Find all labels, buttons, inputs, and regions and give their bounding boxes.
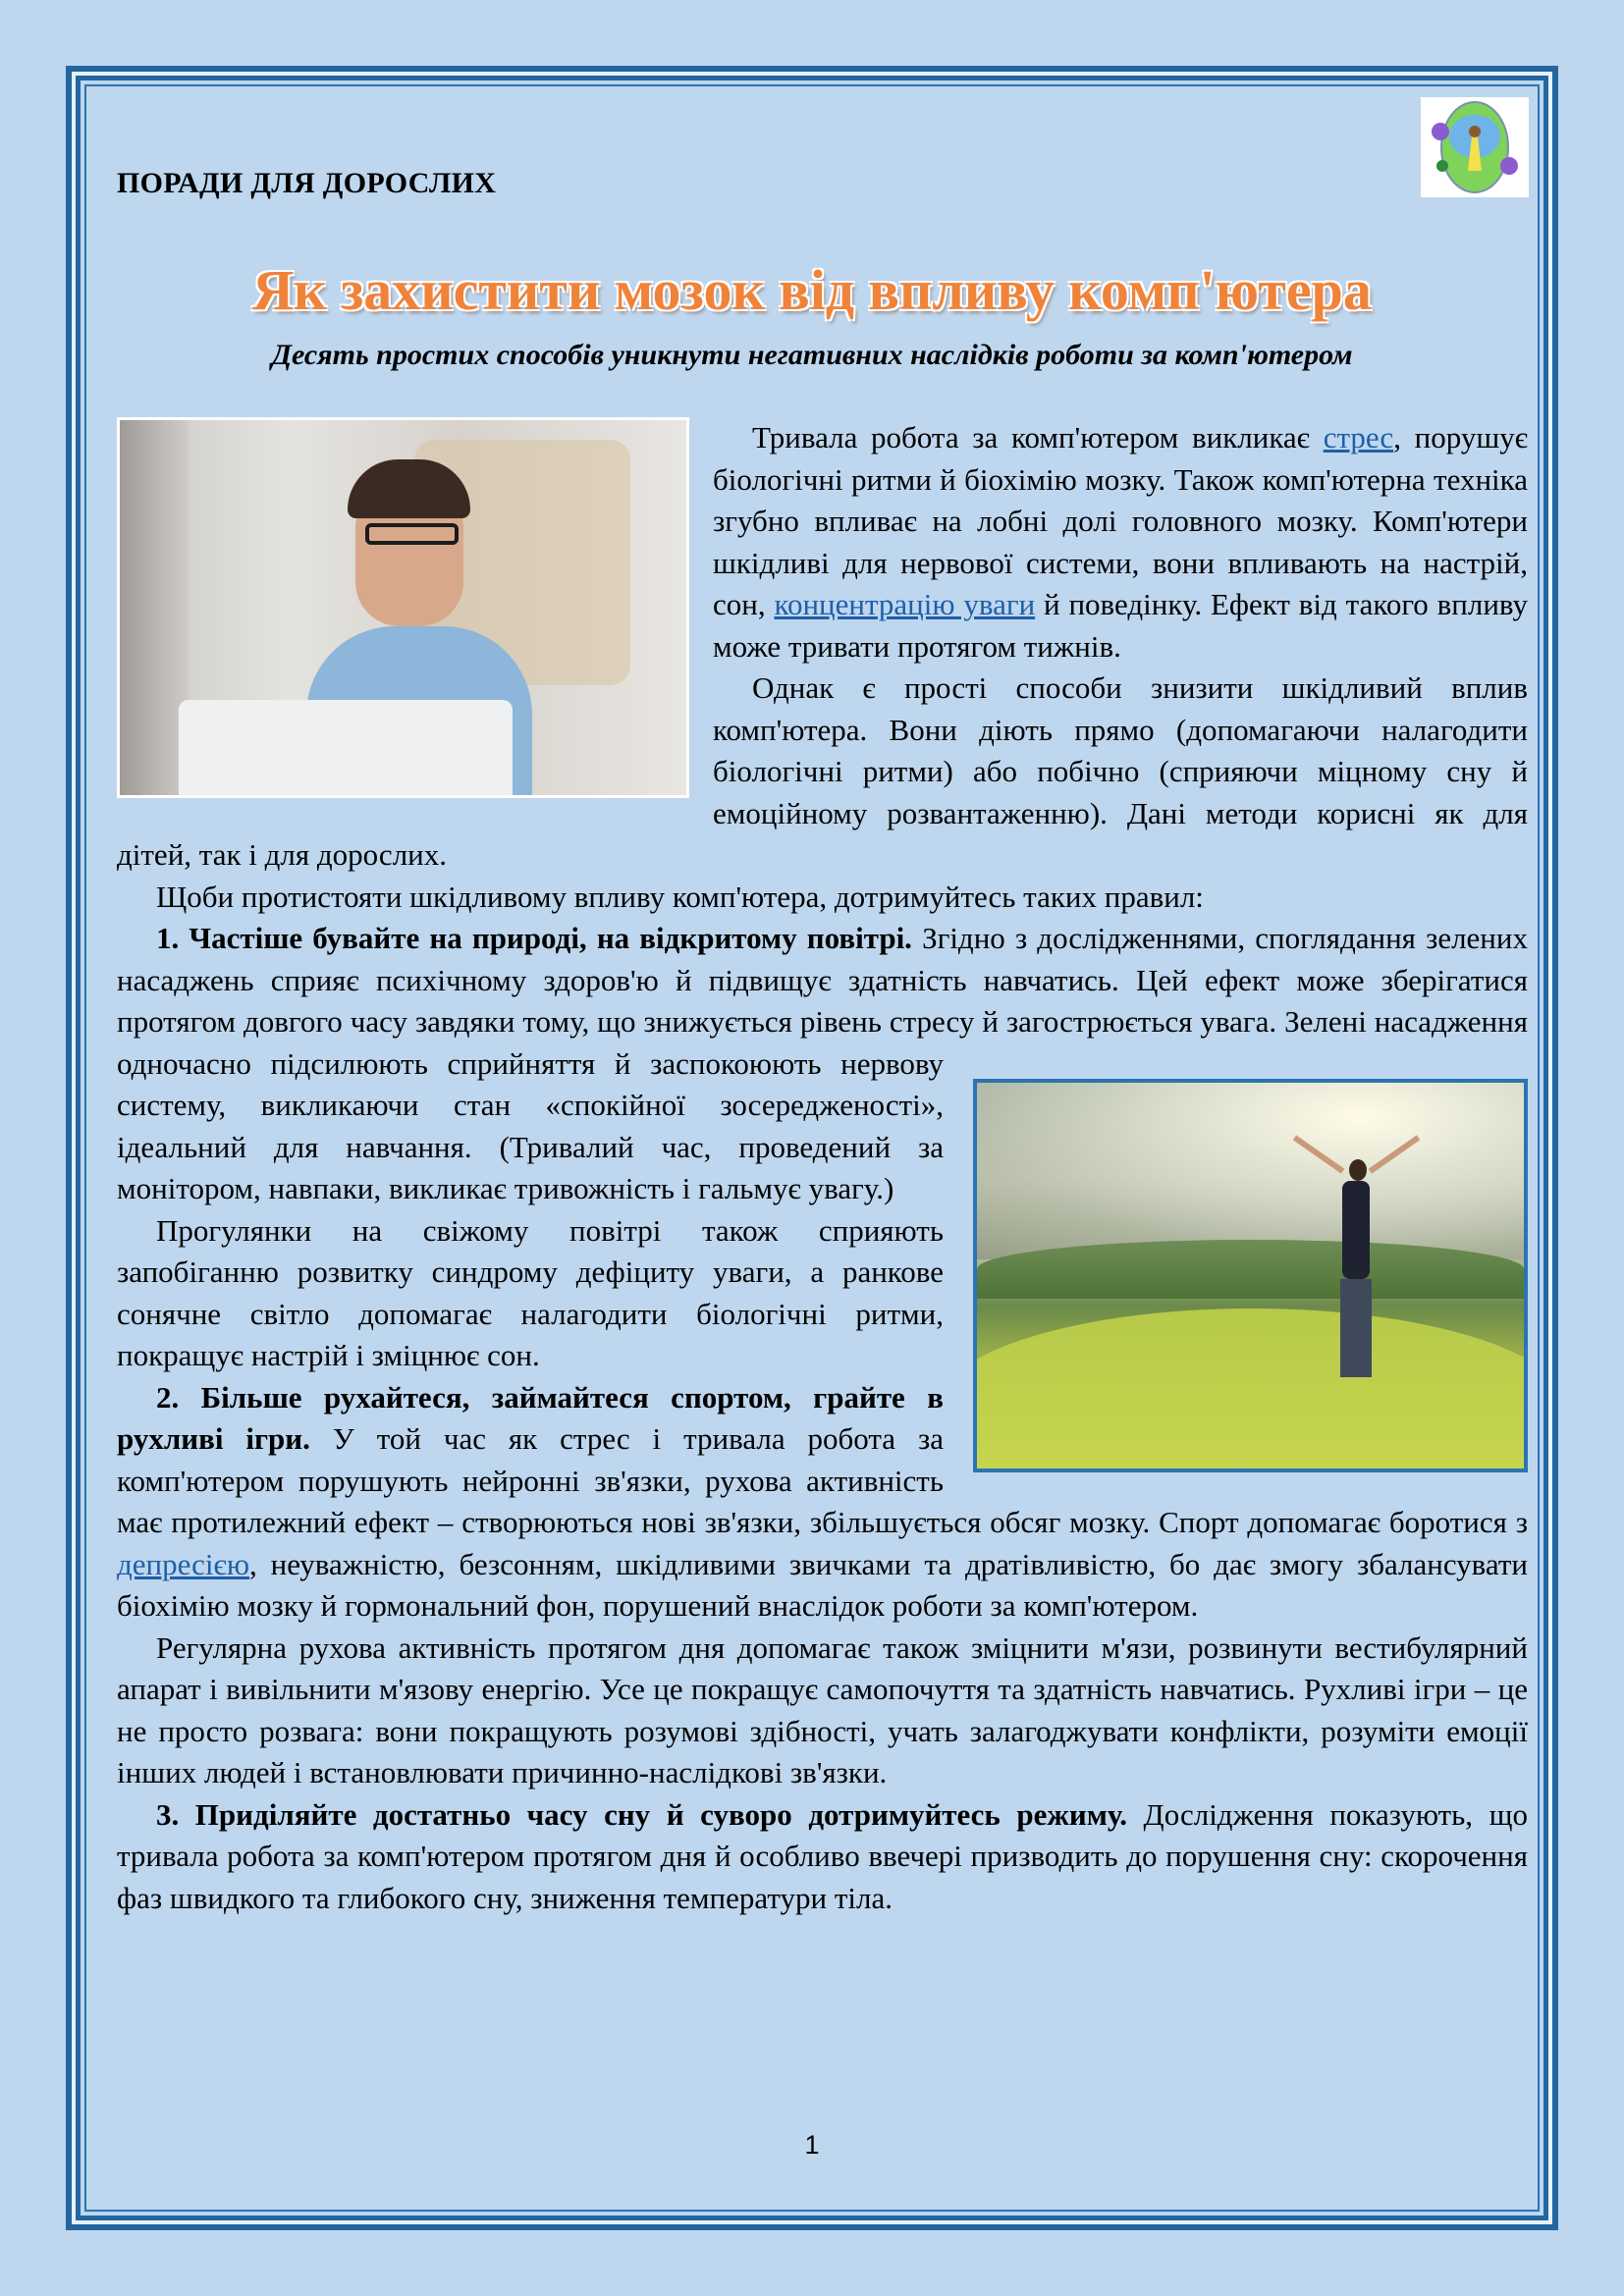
article-subtitle: Десять простих способів уникнути негативних наслідків роботи за комп'ютером bbox=[271, 339, 1353, 371]
photo-tired-man-at-computer bbox=[117, 417, 689, 798]
article-body bbox=[117, 417, 1528, 1919]
section-label: ПОРАДИ ДЛЯ ДОРОСЛИХ bbox=[117, 167, 497, 199]
rule-2-heading: 2. Більше рухайтеся, займайтеся спортом, грайте в рухливі ігри. bbox=[117, 1379, 944, 1456]
paragraph-rule-3 bbox=[117, 1794, 1528, 1920]
page-number: 1 bbox=[804, 2130, 820, 2160]
text: , порушує біологічні ритми й біохімію мозку. Також комп'ютерна техніка згубно впливає на лобні долі головного мозку. Комп'ютери шкідливі для нервової системи, вони впливають на настрій, сон, bbox=[713, 420, 1529, 621]
paragraph-rules-intro: Щоби протистояти шкідливому впливу комп'ютера, дотримуйтесь таких правил: bbox=[156, 879, 1204, 914]
paragraph-physical-activity: Регулярна рухова активність протягом дня допомагає також зміцнити м'язи, розвинути вестибулярний апарат і вивільнити м'язову енергію. Усе це покращує самопочуття та здатність навчатись. Рухливі ігри – це не просто розвага: вони покращують розумові здібності, учать залагоджувати конфлікти, розуміти емоції інших людей і встановлювати причинно-наслідкові зв'язки. bbox=[117, 1629, 1528, 1789]
paragraph-walks: Прогулянки на свіжому повітрі також сприяють запобіганню розвитку синдрому дефіциту уваги, а ранкове сонячне світло допомагає налагодити біологічні ритми, покращує настрій і зміцнює сон. bbox=[117, 1212, 944, 1372]
paragraph-simple-methods: Однак є прості способи знизити шкідливий вплив комп'ютера. Вони діють прямо (допомагаючи налагодити біологічні ритми) або побічно (сприяючи міцному сну й емоційному розвантаженню). Дані методи корисні як для дітей, так і для дорослих. bbox=[117, 670, 1528, 872]
text: й поведінку. Ефект від такого впливу може тривати протягом тижнів. bbox=[713, 587, 1528, 664]
school-logo bbox=[1421, 97, 1529, 197]
text: Згідно з дослідженнями, споглядання зелених насаджень сприяє психічному здоров'ю й підвищує здатність навчатись. Цей ефект може зберігатися протягом довгого часу завдяки тому, що знижується рівень стресу й загострюється увага. Зелені насадження одночасно підсилюють сприйняття й заспокоюють нервову систему, викликаючи стан «спокійної зосередженості», ідеальний для навчання. (Тривалий час, проведений за монітором, навпаки, викликає тривожність і гальмує увагу.) bbox=[117, 921, 1528, 1205]
photo-person-on-hill bbox=[973, 1079, 1528, 1472]
text: , неуважністю, безсонням, шкідливими звичками та дратівливістю, бо дає змогу збалансувати біохімію мозку й гормональний фон, порушений внаслідок роботи за комп'ютером. bbox=[117, 1546, 1528, 1623]
text: Тривала робота за комп'ютером викликає bbox=[752, 420, 1324, 454]
link-depression[interactable]: депресією bbox=[117, 1546, 249, 1581]
text: У той час як стрес і тривала робота за комп'ютером порушують нейронні зв'язки, рухова активність має протилежний ефект – створюються нові зв'язки, збільшується обсяг мозку. Спорт допомагає боротися з bbox=[117, 1421, 1528, 1539]
link-attention-concentration[interactable]: концентрацію уваги bbox=[774, 587, 1036, 621]
link-stress[interactable]: стрес bbox=[1323, 420, 1394, 454]
article-title: Як захистити мозок від впливу комп'ютера bbox=[252, 258, 1372, 322]
rule-1-heading: 1. Частіше бувайте на природі, на відкритому повітрі. bbox=[156, 921, 912, 955]
text: Дослідження показують, що тривала робота за комп'ютером протягом дня й особливо ввечері призводить до порушення сну: скорочення фаз швидкого та глибокого сну, зниження температури тіла. bbox=[117, 1796, 1528, 1915]
rule-3-heading: 3. Приділяйте достатньо часу сну й суворо дотримуйтесь режиму. bbox=[156, 1796, 1127, 1832]
